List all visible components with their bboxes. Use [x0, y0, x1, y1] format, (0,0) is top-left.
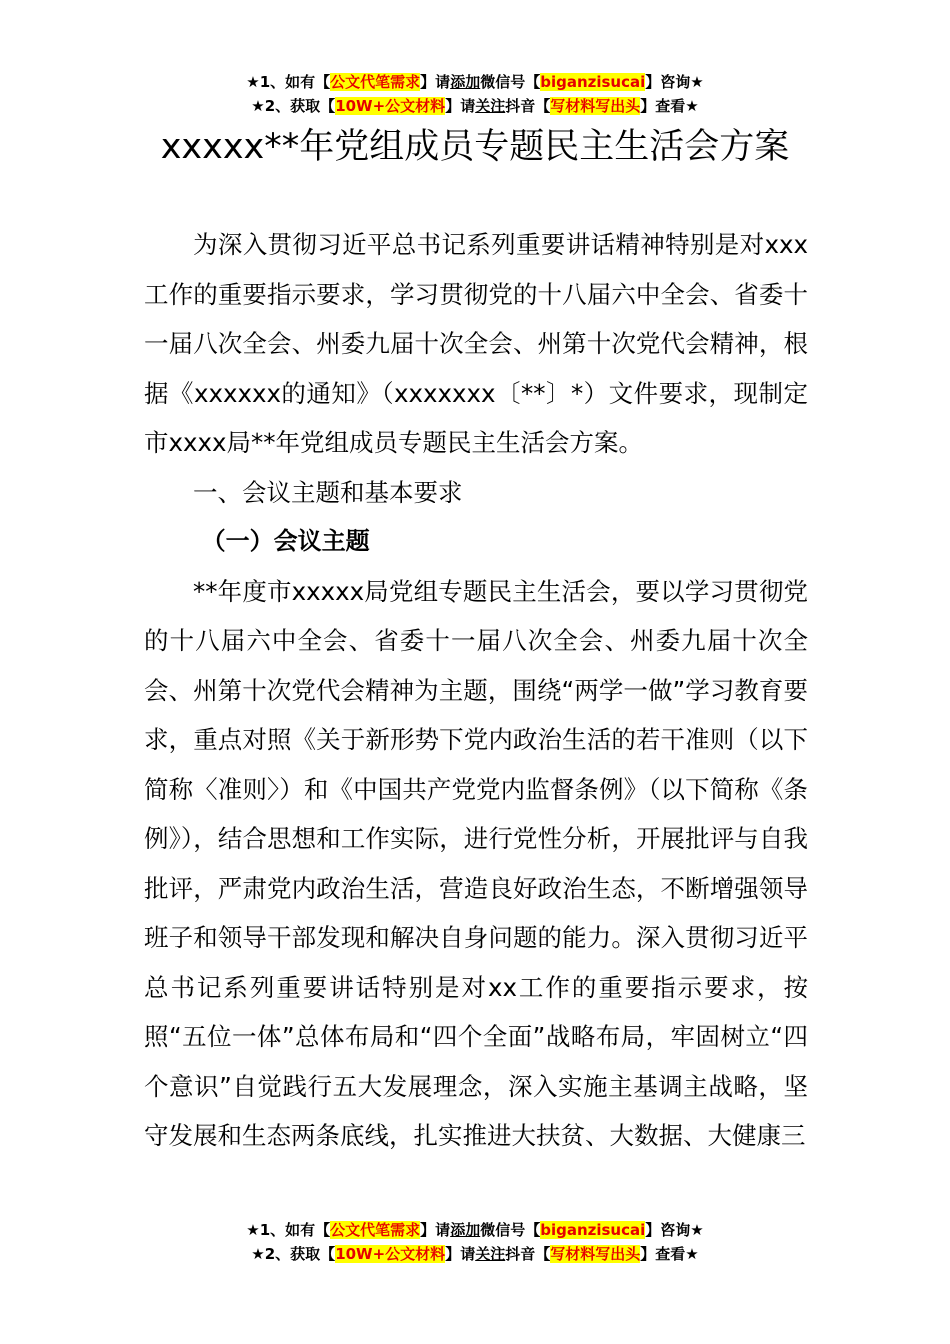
banner-text: 】请 [420, 73, 451, 91]
banner-text: ★2、获取【 [251, 97, 336, 115]
document-body [144, 220, 808, 1161]
body-paragraph: **年度市xxxxx局党组专题民主生活会，要以学习贯彻党的十八届六中全会、省委十一届八次全会、州委九届十次全会、州第十次党代会精神为主题，围绕“两学一做”学习教育要求，重点对照《关于新形势下党内政治生活的若干准则（以下简称〈准则〉）和《中国共产党党内监督条例》（以下简称《条例》），结合思想和工作实际，进行党性分析，开展批评与自我批评，严肃党内政治生活，营造良好政治生态，不断增强领导班子和领导干部发现和解决自身问题的能力。深入贯彻习近平总书记系列重要讲话特别是对xx工作的重要指示要求，按照“五位一体”总体布局和“四个全面”战略布局，牢固树立“四个意识”自觉践行五大发展理念，深入实施主基调主战略，坚守发展和生态两条底线，扎实推进大扶贫、大数据、大健康三 [144, 576, 808, 1150]
banner-highlight: 写材料写出头 [550, 1245, 641, 1263]
banner-line-2 [0, 94, 950, 118]
banner-text: 】查看★ [640, 97, 699, 115]
banner-highlight: biganzisucai [540, 73, 646, 91]
banner-text: ★1、如有【 [246, 1221, 331, 1239]
banner-text: 抖音【 [505, 1245, 551, 1263]
banner-text: 】查看★ [640, 1245, 699, 1263]
banner-underline: 关注 [475, 97, 506, 115]
banner-highlight: 公文代笔需求 [330, 73, 421, 91]
banner-text: 抖音【 [505, 97, 551, 115]
top-banner [0, 70, 950, 118]
banner-highlight: 公文代笔需求 [330, 1221, 421, 1239]
banner-line-2 [0, 1242, 950, 1266]
banner-text: 微信号【 [480, 1221, 541, 1239]
bottom-banner [0, 1218, 950, 1266]
banner-text: ★2、获取【 [251, 1245, 336, 1263]
banner-text: 】请 [445, 97, 476, 115]
subsection-heading: （一）会议主题 [201, 527, 370, 555]
banner-highlight: 10W+公文材料 [335, 97, 446, 115]
banner-text: 微信号【 [480, 73, 541, 91]
banner-text: 】咨询★ [645, 1221, 704, 1239]
banner-text: ★1、如有【 [246, 73, 331, 91]
section-heading: 一、会议主题和基本要求 [193, 477, 463, 507]
banner-text: 】咨询★ [645, 73, 704, 91]
banner-text: 】请 [445, 1245, 476, 1263]
document-title: xxxxx**年党组成员专题民主生活会方案 [160, 127, 790, 167]
banner-underline: 关注 [475, 1245, 506, 1263]
banner-line-1 [0, 1218, 950, 1242]
banner-highlight: 写材料写出头 [550, 97, 641, 115]
banner-line-1 [0, 70, 950, 94]
banner-underline: 添加 [450, 1221, 481, 1239]
banner-highlight: 10W+公文材料 [335, 1245, 446, 1263]
banner-text: 】请 [420, 1221, 451, 1239]
banner-highlight: biganzisucai [540, 1221, 646, 1239]
banner-underline: 添加 [450, 73, 481, 91]
intro-paragraph: 为深入贯彻习近平总书记系列重要讲话精神特别是对xxx工作的重要指示要求，学习贯彻党的十八届六中全会、省委十一届八次全会、州委九届十次全会、州第十次党代会精神，根据《xxxxxx的通知》（xxxxxxx〔**〕*）文件要求，现制定市xxxx局**年党组成员专题民主生活会方案。 [144, 230, 808, 457]
